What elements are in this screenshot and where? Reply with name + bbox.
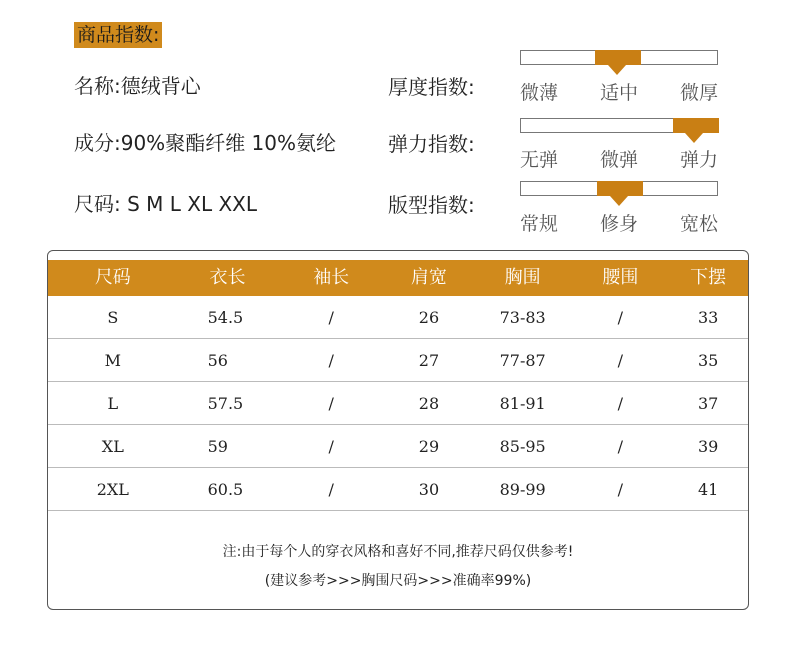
elasticity-scale	[520, 118, 718, 171]
elasticity-scale-high: 弹力	[679, 149, 718, 171]
cell-size: S	[107, 307, 119, 327]
cell-waist: /	[617, 436, 624, 456]
table-row	[48, 296, 748, 339]
elasticity-scale-mid: 微弹	[599, 149, 638, 171]
cell-shoulder: 29	[418, 436, 440, 456]
cell-waist: /	[617, 350, 624, 370]
table-row	[48, 425, 748, 468]
cell-waist: /	[617, 307, 624, 327]
thickness-scale-high: 微厚	[679, 82, 718, 104]
fit-scale-high: 宽松	[679, 213, 718, 235]
cell-hem: 37	[697, 393, 719, 413]
cell-sleeve: /	[328, 479, 334, 499]
table-body	[48, 296, 748, 511]
product-material: 成分:90%聚酯纤维 10%氨纶	[74, 131, 337, 155]
cell-sleeve: /	[328, 307, 334, 327]
header-chest: 胸围	[504, 267, 541, 288]
elasticity-scale-low: 无弹	[520, 149, 559, 171]
cell-size: M	[104, 350, 121, 370]
cell-shoulder: 30	[418, 479, 440, 499]
cell-shoulder: 28	[418, 393, 440, 413]
cell-sleeve: /	[328, 436, 334, 456]
elasticity-index-label: 弹力指数:	[388, 132, 475, 156]
cell-size: L	[107, 393, 119, 413]
table-row	[48, 382, 748, 425]
cell-chest: 73-83	[499, 307, 546, 327]
thickness-scale-mid: 适中	[599, 82, 638, 104]
header-shoulder: 肩宽	[410, 267, 447, 288]
cell-length: 59	[207, 436, 228, 456]
thickness-bar	[520, 50, 718, 65]
size-note: 注:由于每个人的穿衣风格和喜好不同,推荐尺码仅供参考!	[222, 544, 574, 560]
cell-chest: 89-99	[499, 479, 546, 499]
size-table	[47, 250, 749, 610]
cell-sleeve: /	[328, 393, 334, 413]
cell-size: XL	[101, 436, 124, 456]
header-size: 尺码	[94, 267, 131, 288]
fit-bar	[520, 181, 718, 196]
cell-chest: 81-91	[499, 393, 546, 413]
header-length: 衣长	[209, 267, 246, 288]
fit-bar-fill	[597, 181, 643, 196]
product-sizes: 尺码: S M L XL XXL	[74, 192, 258, 216]
fit-scale-low: 常规	[520, 213, 559, 235]
header-waist: 腰围	[602, 267, 639, 288]
header-hem: 下摆	[690, 267, 727, 288]
cell-shoulder: 27	[418, 350, 440, 370]
product-name: 名称:德绒背心	[74, 74, 201, 98]
cell-length: 60.5	[207, 479, 244, 499]
thickness-scale	[520, 50, 718, 104]
header-sleeve: 袖长	[313, 267, 350, 288]
thickness-pointer-icon	[608, 65, 626, 75]
elasticity-pointer-icon	[685, 133, 703, 143]
elasticity-bar	[520, 118, 718, 133]
cell-length: 57.5	[207, 393, 244, 413]
cell-shoulder: 26	[418, 307, 440, 327]
elasticity-bar-fill	[673, 118, 719, 133]
cell-chest: 85-95	[499, 436, 546, 456]
fit-scale	[520, 181, 718, 235]
thickness-index-label: 厚度指数:	[388, 75, 475, 99]
cell-waist: /	[617, 479, 624, 499]
fit-pointer-icon	[610, 196, 628, 206]
cell-sleeve: /	[328, 350, 334, 370]
cell-length: 54.5	[207, 307, 244, 327]
cell-chest: 77-87	[499, 350, 546, 370]
table-header	[48, 260, 748, 296]
cell-hem: 35	[697, 350, 719, 370]
fit-scale-mid: 修身	[599, 213, 638, 235]
size-recommendation: (建议参考>>>胸围尺码>>>准确率99%)	[264, 573, 532, 589]
cell-hem: 41	[697, 479, 719, 499]
section-title: 商品指数:	[74, 22, 162, 48]
cell-waist: /	[617, 393, 624, 413]
thickness-bar-fill	[595, 50, 641, 65]
cell-length: 56	[207, 350, 228, 370]
fit-index-label: 版型指数:	[388, 193, 475, 217]
table-row	[48, 339, 748, 382]
thickness-scale-low: 微薄	[520, 82, 559, 104]
cell-hem: 39	[697, 436, 719, 456]
cell-hem: 33	[697, 307, 719, 327]
table-row	[48, 468, 748, 511]
cell-size: 2XL	[96, 479, 129, 499]
